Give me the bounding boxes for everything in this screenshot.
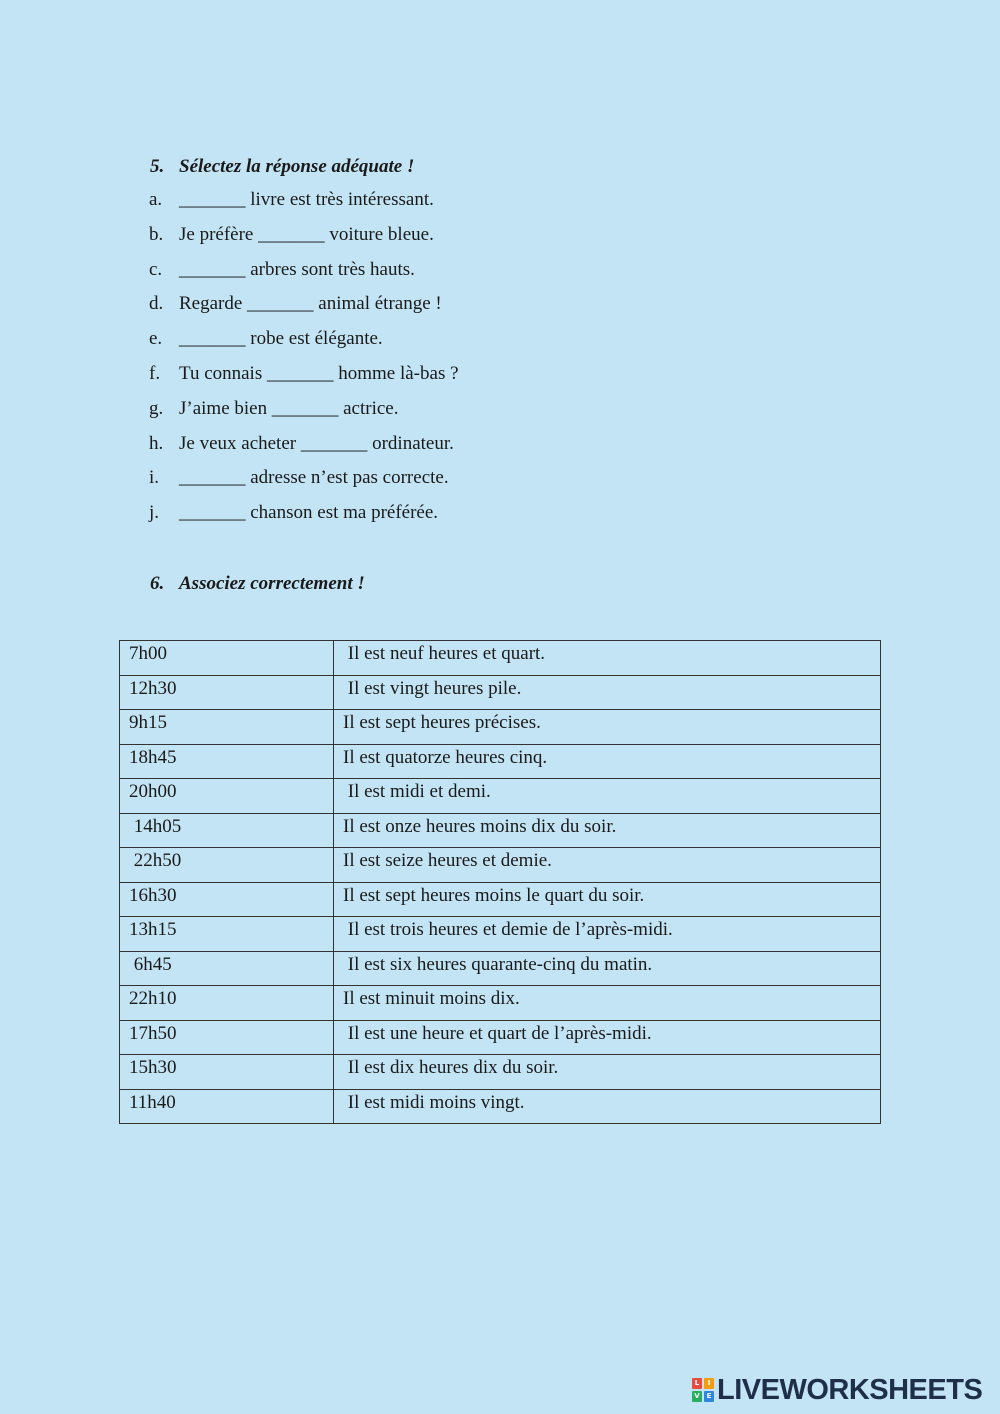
time-cell: 9h15 [120,710,334,745]
phrase-cell: Il est sept heures moins le quart du soir. [334,882,881,917]
phrase-cell: Il est quatorze heures cinq. [334,744,881,779]
time-cell: 22h10 [120,986,334,1021]
logo-square: V [692,1391,702,1402]
phrase-cell: Il est trois heures et demie de l’après-midi. [334,917,881,952]
phrase-cell: Il est onze heures moins dix du soir. [334,813,881,848]
logo-square: L [692,1378,702,1389]
question-item [149,432,459,467]
question-text: Regarde _______ animal étrange ! [179,293,442,315]
phrase-cell: Il est midi moins vingt. [334,1089,881,1124]
liveworksheets-logo-icon [692,1378,714,1402]
question-item [149,397,459,432]
question-list [149,188,459,536]
question-item [149,292,459,327]
question-text: J’aime bien _______ actrice. [179,397,399,419]
matching-table [119,640,881,1124]
table-row [120,710,881,745]
question-letter: j. [149,502,160,524]
time-cell: 20h00 [120,779,334,814]
section-5-heading [150,155,414,179]
time-cell: 15h30 [120,1055,334,1090]
phrase-cell: Il est midi et demi. [334,779,881,814]
time-cell: 11h40 [120,1089,334,1124]
phrase-cell: Il est sept heures précises. [334,710,881,745]
logo-square: I [704,1378,714,1389]
section-6-title: Associez correctement ! [179,573,365,594]
phrase-cell: Il est minuit moins dix. [334,986,881,1021]
question-item [149,466,459,501]
logo-square: E [704,1391,714,1402]
phrase-cell: Il est neuf heures et quart. [334,641,881,676]
time-cell: 14h05 [120,813,334,848]
section-5-title: Sélectez la réponse adéquate ! [179,156,415,177]
question-item [149,188,459,223]
table-row [120,848,881,883]
question-text: Je préfère _______ voiture bleue. [179,223,434,245]
question-text: _______ adresse n’est pas correcte. [179,467,449,489]
table-row [120,1089,881,1124]
question-text: Tu connais _______ homme là-bas ? [179,362,459,384]
question-item [149,362,459,397]
time-cell: 22h50 [120,848,334,883]
question-letter: e. [149,328,163,350]
table-row [120,744,881,779]
section-5-number: 5. [150,156,165,177]
question-letter: b. [149,223,164,245]
question-letter: h. [149,432,164,454]
liveworksheets-logo [692,1373,983,1406]
phrase-cell: Il est dix heures dix du soir. [334,1055,881,1090]
time-cell: 6h45 [120,951,334,986]
phrase-cell: Il est vingt heures pile. [334,675,881,710]
question-letter: i. [149,467,160,489]
time-cell: 13h15 [120,917,334,952]
time-cell: 16h30 [120,882,334,917]
table-row [120,641,881,676]
question-letter: a. [149,189,163,210]
table-row [120,675,881,710]
section-6-heading [150,572,365,596]
question-text: Je veux acheter _______ ordinateur. [179,432,454,454]
question-letter: f. [149,362,161,384]
phrase-cell: Il est seize heures et demie. [334,848,881,883]
table-row [120,813,881,848]
question-text: _______ robe est élégante. [179,328,383,350]
section-6-number: 6. [150,573,165,594]
logo-text: LIVEWORKSHEETS [717,1373,983,1406]
question-item [149,223,459,258]
time-cell: 18h45 [120,744,334,779]
table-row [120,779,881,814]
question-letter: g. [149,397,164,419]
question-item [149,258,459,293]
phrase-cell: Il est une heure et quart de l’après-midi. [334,1020,881,1055]
table-row [120,951,881,986]
phrase-cell: Il est six heures quarante-cinq du matin. [334,951,881,986]
table-row [120,1020,881,1055]
time-cell: 12h30 [120,675,334,710]
question-text: _______ chanson est ma préférée. [179,502,439,524]
question-letter: c. [149,258,163,280]
question-item [149,327,459,362]
table-row [120,986,881,1021]
question-item [149,501,459,536]
time-cell: 17h50 [120,1020,334,1055]
question-text: _______ livre est très intéressant. [179,189,434,210]
time-cell: 7h00 [120,641,334,676]
table-row [120,917,881,952]
table-row [120,882,881,917]
question-letter: d. [149,293,164,315]
question-text: _______ arbres sont très hauts. [179,258,415,280]
table-row [120,1055,881,1090]
